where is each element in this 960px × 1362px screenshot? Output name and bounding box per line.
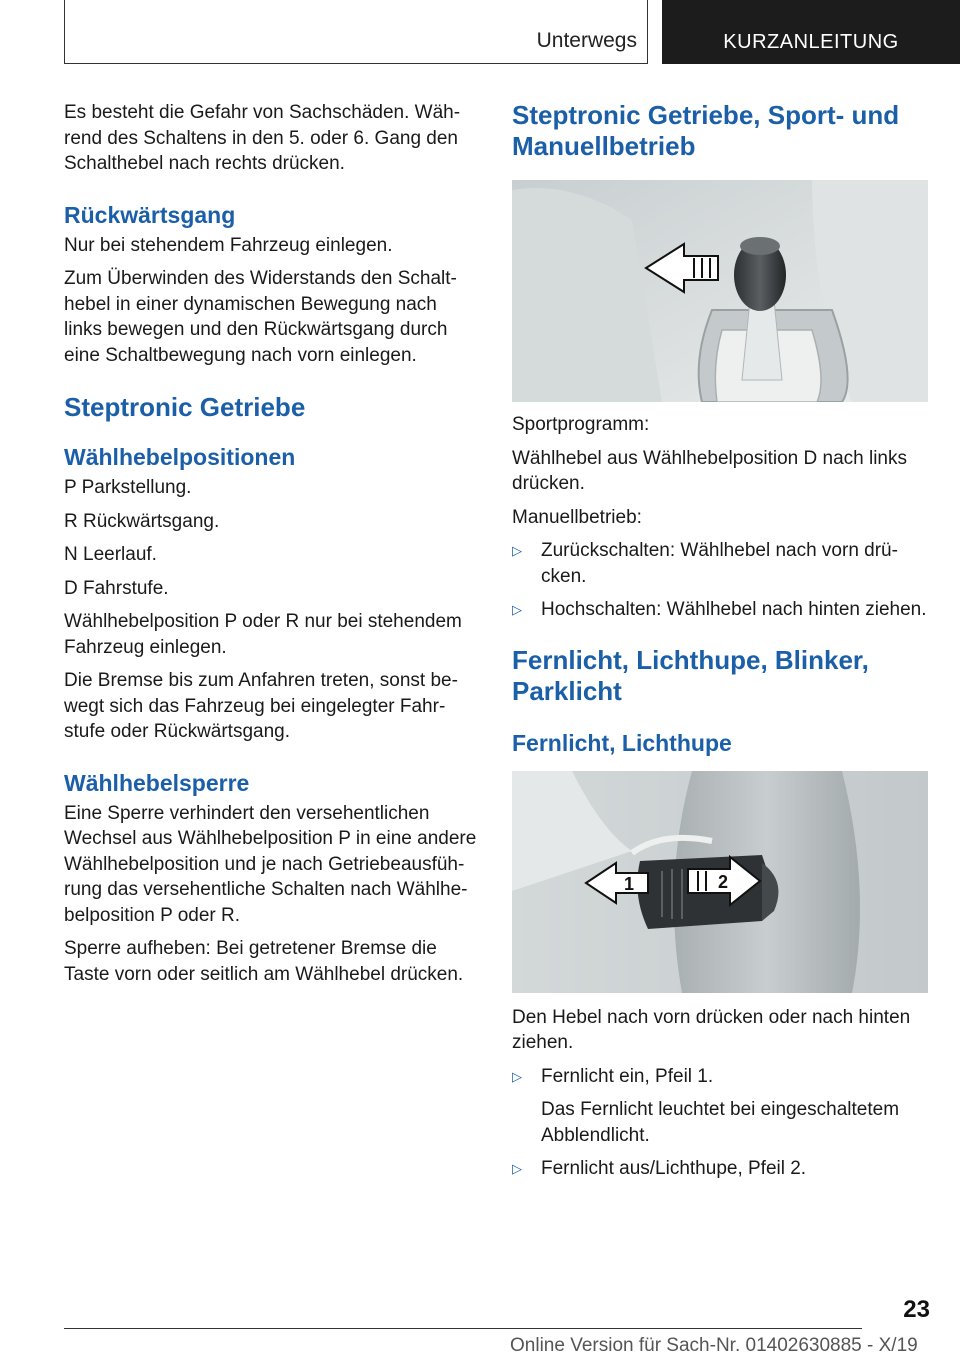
position-r: R Rückwärtsgang. [64, 510, 220, 532]
lights-heading: Fernlicht, Lichthupe, Blinker, Parklicht [512, 644, 869, 706]
bullet-triangle-icon: ▷ [512, 1161, 522, 1176]
intro-paragraph: Es besteht die Gefahr von Sachschäden. Während des Schaltens in den 5. oder 6. Gang den Schalthebel nach rechts drücken. [64, 102, 461, 174]
header-tab [662, 0, 960, 64]
manual-label: Manuellbetrieb: [512, 506, 642, 528]
highbeam-item-on-detail: Das Fernlicht leuchtet bei eingeschaltetem Abblendlicht. [541, 1099, 900, 1146]
left-column [64, 100, 480, 995]
brake-note: Die Bremse bis zum Anfahren treten, sonst bewegt sich das Fahrzeug bei eingelegter Fahrstufe oder Rückwärtsgang. [64, 670, 458, 742]
bullet-triangle-icon: ▷ [512, 602, 522, 617]
reverse-paragraph-1: Nur bei stehendem Fahrzeug einlegen. [64, 234, 393, 256]
header-tab-label: KURZANLEITUNG [723, 31, 899, 53]
steptronic-heading: Steptronic Getriebe [64, 392, 306, 422]
manual-item-downshift [512, 538, 932, 589]
lock-heading: Wählhebelsperre [64, 769, 250, 796]
sport-label: Sportprogramm: [512, 414, 650, 435]
manual-item-upshift [512, 597, 932, 623]
highbeam-item-text: Fernlicht ein, Pfeil 1. [541, 1065, 714, 1087]
reverse-heading: Rückwärtsgang [64, 201, 236, 228]
lock-paragraph-2: Sperre aufheben: Bei getretener Bremse die Taste vorn oder seitlich am Wählhebel drücken. [64, 938, 464, 985]
highbeam-item-off [512, 1156, 932, 1182]
header-box [64, 0, 648, 64]
right-column [512, 100, 932, 1190]
sport-heading: Steptronic Getriebe, Sport- und Manuellbetrieb [512, 100, 900, 161]
manual-item-text: Zurückschalten: Wählhebel nach vorn drücken. [541, 540, 898, 587]
lock-paragraph-1: Eine Sperre verhindert den versehentlichen Wechsel aus Wählhebelposition P in eine andere Wählhebelposition und je nach Getriebeausführung das versehentliche Schalten nach Wählhebelposition P oder R. [64, 802, 477, 926]
footer-rule [64, 1328, 862, 1329]
highbeam-intro: Den Hebel nach vorn drücken oder nach hinten ziehen. [512, 1006, 911, 1053]
highbeam-heading: Fernlicht, Lichthupe [512, 729, 732, 756]
gear-selector-figure [512, 180, 928, 402]
manual-item-text: Hochschalten: Wählhebel nach hinten ziehen. [541, 599, 927, 620]
highbeam-item-on [512, 1064, 932, 1090]
position-d: D Fahrstufe. [64, 577, 169, 599]
positions-heading: Wählhebelpositionen [64, 444, 296, 470]
position-p: P Parkstellung. [64, 477, 192, 498]
position-n: N Leerlauf. [64, 544, 157, 565]
bullet-triangle-icon: ▷ [512, 1068, 522, 1084]
arrow-1-label: 1 [624, 873, 635, 894]
bullet-triangle-icon: ▷ [512, 543, 522, 558]
header-section-title: Unterwegs [536, 29, 637, 52]
sport-text: Wählhebel aus Wählhebelposition D nach links drücken. [512, 447, 908, 494]
reverse-paragraph-2: Zum Überwinden des Widerstands den Schalthebel in einer dynamischen Bewegung nach links bewegen und den Rückwärtsgang durch eine Schaltbewegung nach vorn einlegen. [64, 268, 457, 366]
arrow-2-label: 2 [718, 871, 729, 892]
position-note: Wählhebelposition P oder R nur bei stehendem Fahrzeug einlegen. [64, 611, 462, 658]
highbeam-item-text: Fernlicht aus/Lichthupe, Pfeil 2. [541, 1158, 807, 1179]
footer-version-text: Online Version für Sach-Nr. 01402630885 - X/19 [510, 1335, 918, 1356]
page-number: 23 [903, 1296, 930, 1323]
highbeam-lever-figure [512, 771, 928, 993]
